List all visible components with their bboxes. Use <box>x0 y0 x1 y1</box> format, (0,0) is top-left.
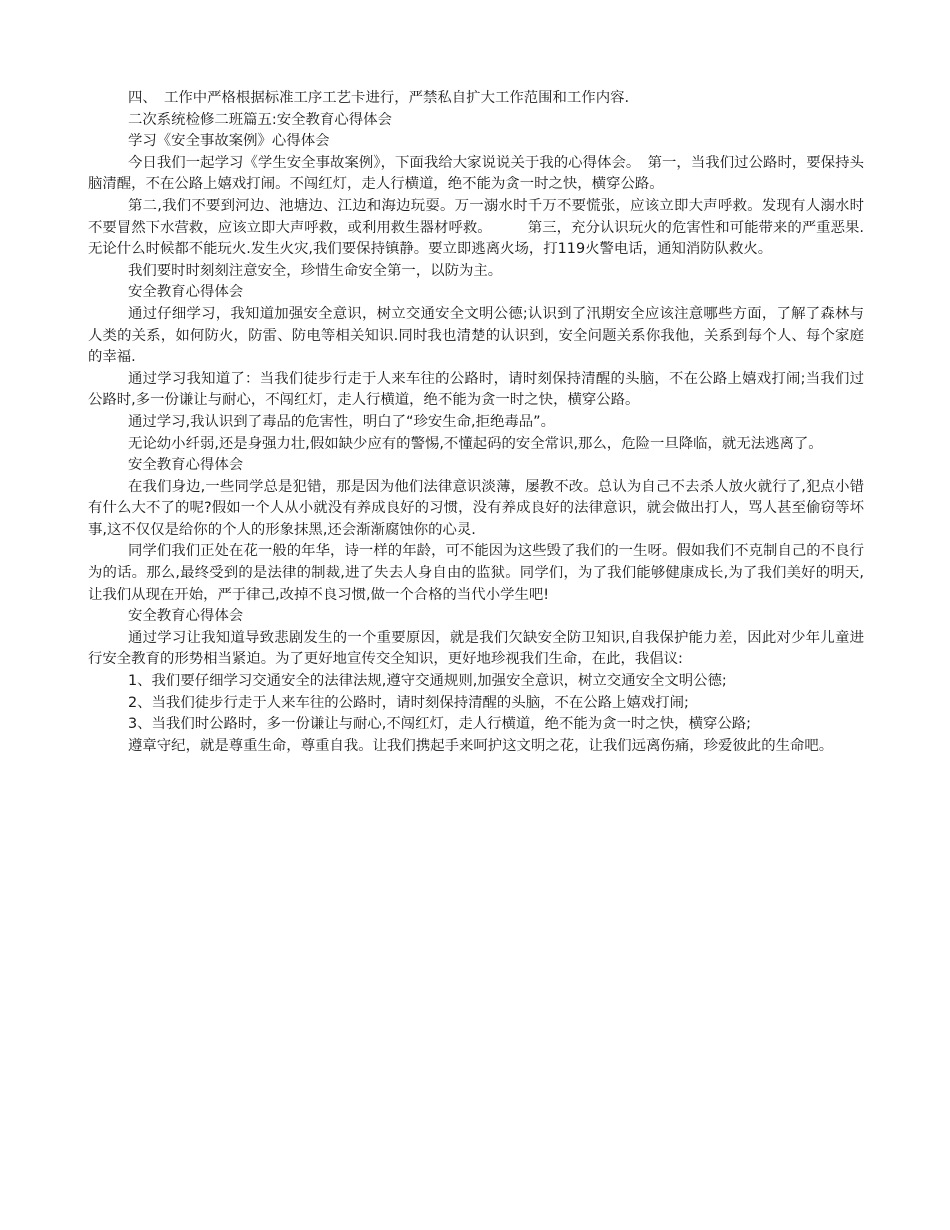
body-paragraph: 通过仔细学习，我知道加强安全意识，树立交通安全文明公德;认识到了汛期安全应该注意哪些方面，了解了森林与人类的关系，如何防火，防雷、防电等相关知识.同时我也清楚的认识到，安全问题关系你我他，关系到每个人、每个家庭的幸福. <box>88 305 864 366</box>
list-item: 3、当我们时公路时，多一份谦让与耐心,不闯红灯，走人行横道，绝不能为贪一时之快，横穿公路; <box>128 716 751 733</box>
list-item: 1、我们要仔细学习交通安全的法律法规,遵守交通规则,加强安全意识，树立交通安全文明公德; <box>128 673 727 690</box>
document-body <box>88 88 864 757</box>
body-paragraph: 今日我们一起学习《学生安全事故案例》，下面我给大家说说关于我的心得体会。 第一，当我们过公路时，要保持头脑清醒，不在公路上嬉戏打闹。不闯红灯，走人行横道，绝不能为贪一时之快，横穿公路。 <box>88 154 864 193</box>
list-item: 2、当我们徒步行走于人来车往的公路时，请时刻保持清醒的头脑，不在公路上嬉戏打闹; <box>128 694 689 711</box>
closing-paragraph: 遵章守纪，就是尊重生命，尊重自我。让我们携起手来呵护这文明之花，让我们远离伤痛，珍爱彼此的生命吧。 <box>128 737 834 754</box>
body-paragraph: 我们要时时刻刻注意安全，珍惜生命安全第一，以防为主。 <box>128 262 503 279</box>
section-heading: 安全教育心得体会 <box>128 608 244 625</box>
body-paragraph: 同学们我们正处在花一般的年华，诗一样的年龄，可不能因为这些毁了我们的一生呀。假如我们不克制自己的不良行为的话。那么,最终受到的是法律的制裁,进了失去人身自由的监狱。同学们，为了我们能够健康成长,为了我们美好的明天,让我们从现在开始，严于律己,改掉不良习惯,做一个合格的当代小学生吧! <box>88 543 864 603</box>
section-heading: 安全教育心得体会 <box>128 284 244 301</box>
body-paragraph: 无论幼小纤弱,还是身强力壮,假如缺少应有的警惕,不懂起码的安全常识,那么，危险一旦降临，就无法逃离了。 <box>128 435 823 452</box>
section-heading: 学习《安全事故案例》心得体会 <box>128 133 330 150</box>
body-paragraph: 第二,我们不要到河边、池塘边、江边和海边玩耍。万一溺水时千万不要慌张，应该立即大声呼救。发现有人溺水时不要冒然下水营救，应该立即大声呼救，或利用救生器材呼救。 第三，充分认识玩火的危害性和可能带来的严重恶果.无论什么时候都不能玩火.发生火灾,我们要保持镇静。要立即逃离火场，打119火警电话，通知消防队救火。 <box>88 197 864 258</box>
body-paragraph: 通过学习,我认识到了毒品的危害性，明白了“珍安生命,拒绝毒品”。 <box>128 413 555 430</box>
section-heading: 安全教育心得体会 <box>128 457 244 474</box>
work-rule-paragraph: 四、 工作中严格根据标准工序工艺卡进行，严禁私自扩大工作范围和工作内容. <box>128 90 630 106</box>
body-paragraph: 在我们身边,一些同学总是犯错，那是因为他们法律意识淡薄，屡教不改。总认为自己不去杀人放火就行了,犯点小错有什么大不了的呢?假如一个人从小就没有养成良好的习惯，没有养成良好的法律意识，就会做出打人，骂人甚至偷窃等坏事,这不仅仅是给你的个人的形象抹黑,还会渐渐腐蚀你的心灵. <box>88 478 864 538</box>
body-paragraph: 通过学习让我知道导致悲剧发生的一个重要原因，就是我们欠缺安全防卫知识,自我保护能力差，因此对少年儿童进行安全教育的形势相当紧迫。为了更好地宣传交全知识，更好地珍视我们生命，在此，我倡议: <box>88 629 864 668</box>
body-paragraph: 通过学习我知道了：当我们徒步行走于人来车往的公路时，请时刻保持清醒的头脑，不在公路上嬉戏打闹;当我们过公路时,多一份谦让与耐心，不闯红灯，走人行横道，绝不能为贪一时之快，横穿公路。 <box>88 370 864 409</box>
chapter-title: 二次系统检修二班篇五:安全教育心得体会 <box>128 111 392 128</box>
